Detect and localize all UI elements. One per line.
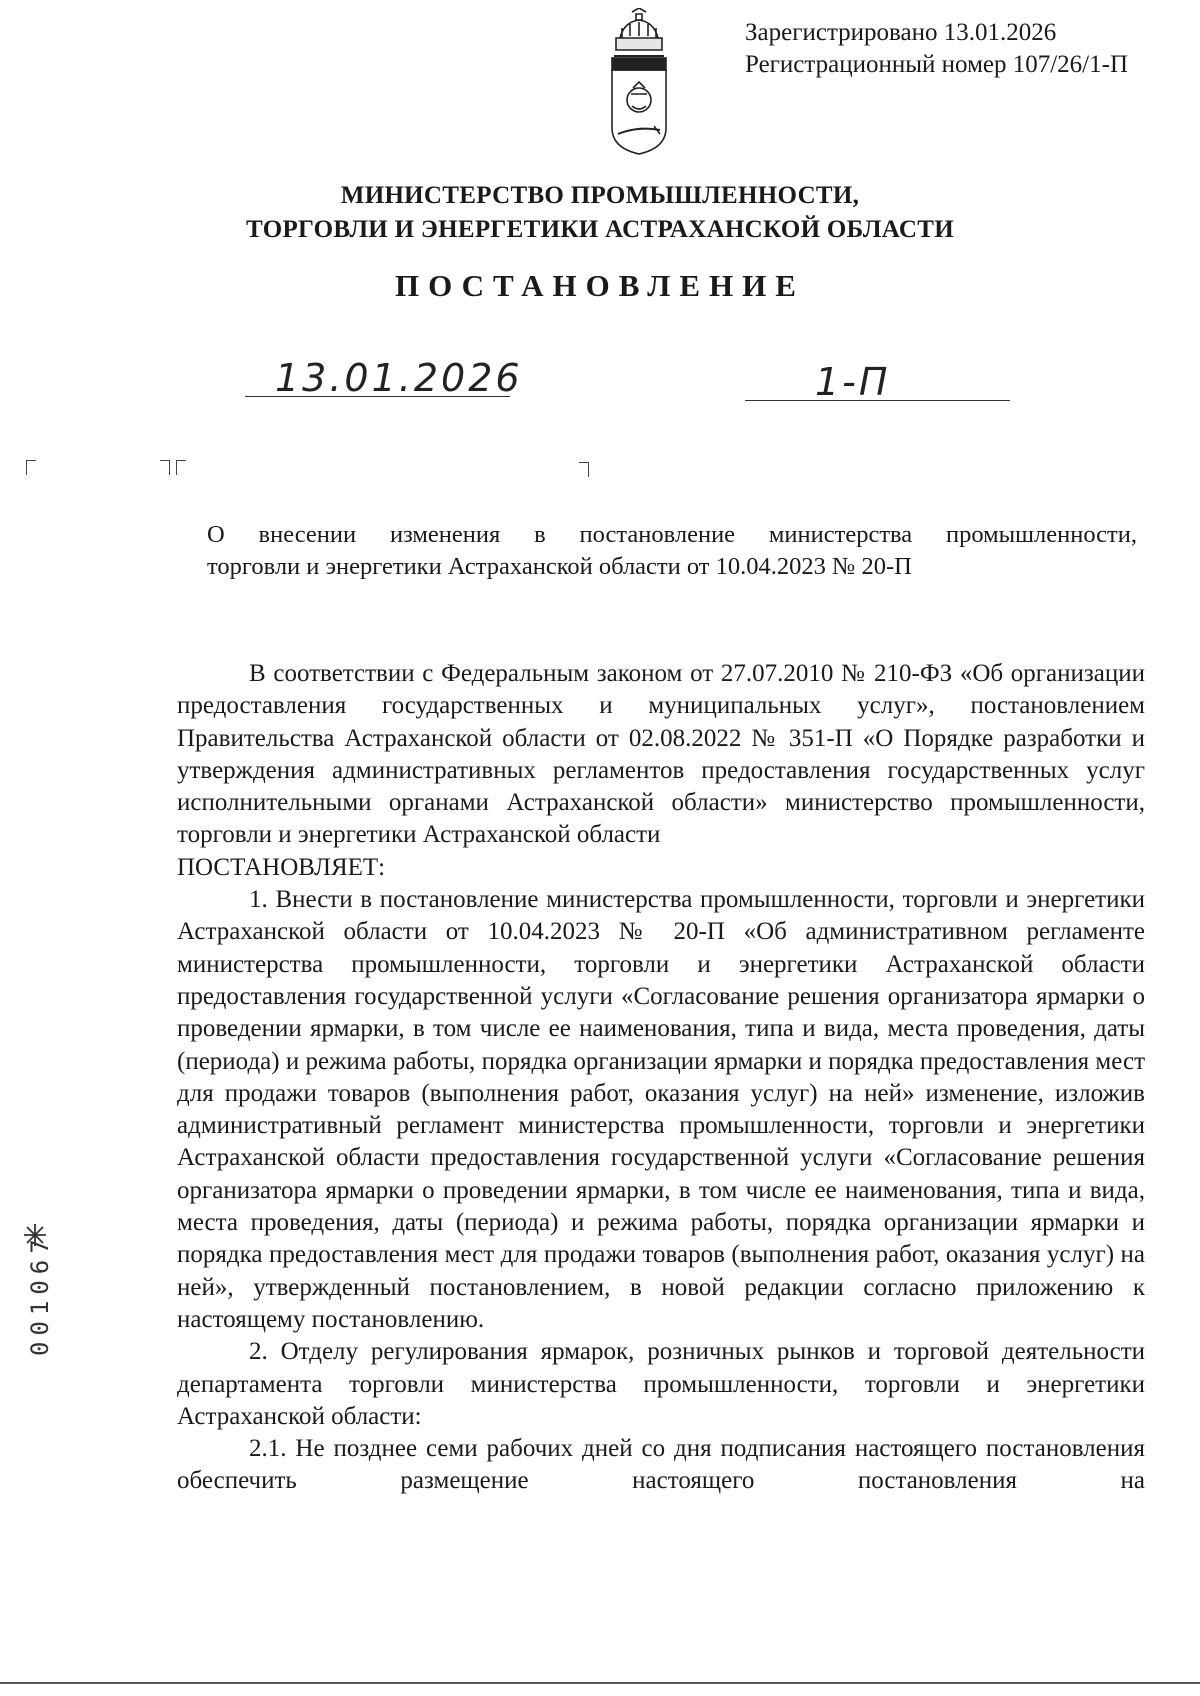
- document-type-title: ПОСТАНОВЛЕНИЕ: [395, 268, 805, 303]
- handwritten-number: 1-П: [815, 360, 891, 404]
- decree-word: ПОСТАНОВЛЯЕТ:: [177, 853, 386, 881]
- ministry-name-line-1: МИНИСТЕРСТВО ПРОМЫШЛЕННОСТИ,: [340, 182, 860, 209]
- document-body: [177, 658, 1145, 1498]
- subject-line-2: торговли и энергетики Астраханской области от 10.04.2023 № 20-П: [207, 553, 912, 580]
- registration-number: Регистрационный номер 107/26/1-П: [745, 51, 1129, 78]
- coat-of-arms-emblem: [598, 8, 680, 156]
- item-2-1-paragraph: 2.1. Не позднее семи рабочих дней со дня подписания настоящего постановления обеспечить размещение настоящего постановления на: [177, 1435, 1145, 1495]
- corner-mark-left-2: [176, 460, 186, 475]
- corner-mark-right-1: [160, 460, 170, 475]
- registration-date: Зарегистрировано 13.01.2026: [745, 19, 1057, 46]
- date-underline: [245, 396, 510, 397]
- ministry-name-line-2: ТОРГОВЛИ И ЭНЕРГЕТИКИ АСТРАХАНСКОЙ ОБЛАСТИ: [246, 216, 954, 243]
- preamble-paragraph: В соответствии с Федеральным законом от 27.07.2010 № 210-ФЗ «Об организации предоставления государственных и муниципальных услуг», постановлением Правительства Астраханской области от 02.08.2022 № 351-П «О Порядке разработки и утверждения административных регламентов предоставления государственных услуг исполнительными органами Астраханской области» министерство промышленности, торговли и энергетики Астраханской области: [177, 660, 1145, 849]
- margin-serial-number: 001067: [26, 1233, 54, 1356]
- page-bottom-edge: [0, 1682, 1200, 1684]
- item-2-paragraph: 2. Отделу регулирования ярмарок, розничных рынков и торговой деятельности департамента торговли министерства промышленности, торговли и энергетики Астраханской области:: [177, 1338, 1145, 1430]
- corner-mark-right-2: [579, 462, 589, 477]
- corner-mark-left: [26, 460, 36, 475]
- item-1-paragraph: 1. Внести в постановление министерства промышленности, торговли и энергетики Астраханской области от 10.04.2023 № 20-П «Об административном регламенте министерства промышленности, торговли и энергетики Астраханской области предоставления государственной услуги «Согласование решения организатора ярмарки о проведении ярмарки, в том числе ее наименования, типа и вида, места проведения, даты (периода) и режима работы, порядка организации ярмарки и порядка предоставления мест для продажи товаров (выполнения работ, оказания услуг) на ней» изменение, изложив административный регламент министерства промышленности, торговли и энергетики Астраханской области предоставления государственной услуги «Согласование решения организатора ярмарки о проведении ярмарки, в том числе ее наименования, типа и вида, места проведения, даты (периода) и режима работы, порядка организации ярмарки и порядка предоставления мест для продажи товаров (выполнения работ, оказания услуг) на ней», утвержденный постановлением, в новой редакции согласно приложению к настоящему постановлению.: [177, 886, 1145, 1333]
- number-underline: [745, 400, 1010, 401]
- handwritten-date: 13.01.2026: [275, 356, 523, 400]
- subject-line-1: О внесении изменения в постановление министерства промышленности,: [207, 521, 1137, 548]
